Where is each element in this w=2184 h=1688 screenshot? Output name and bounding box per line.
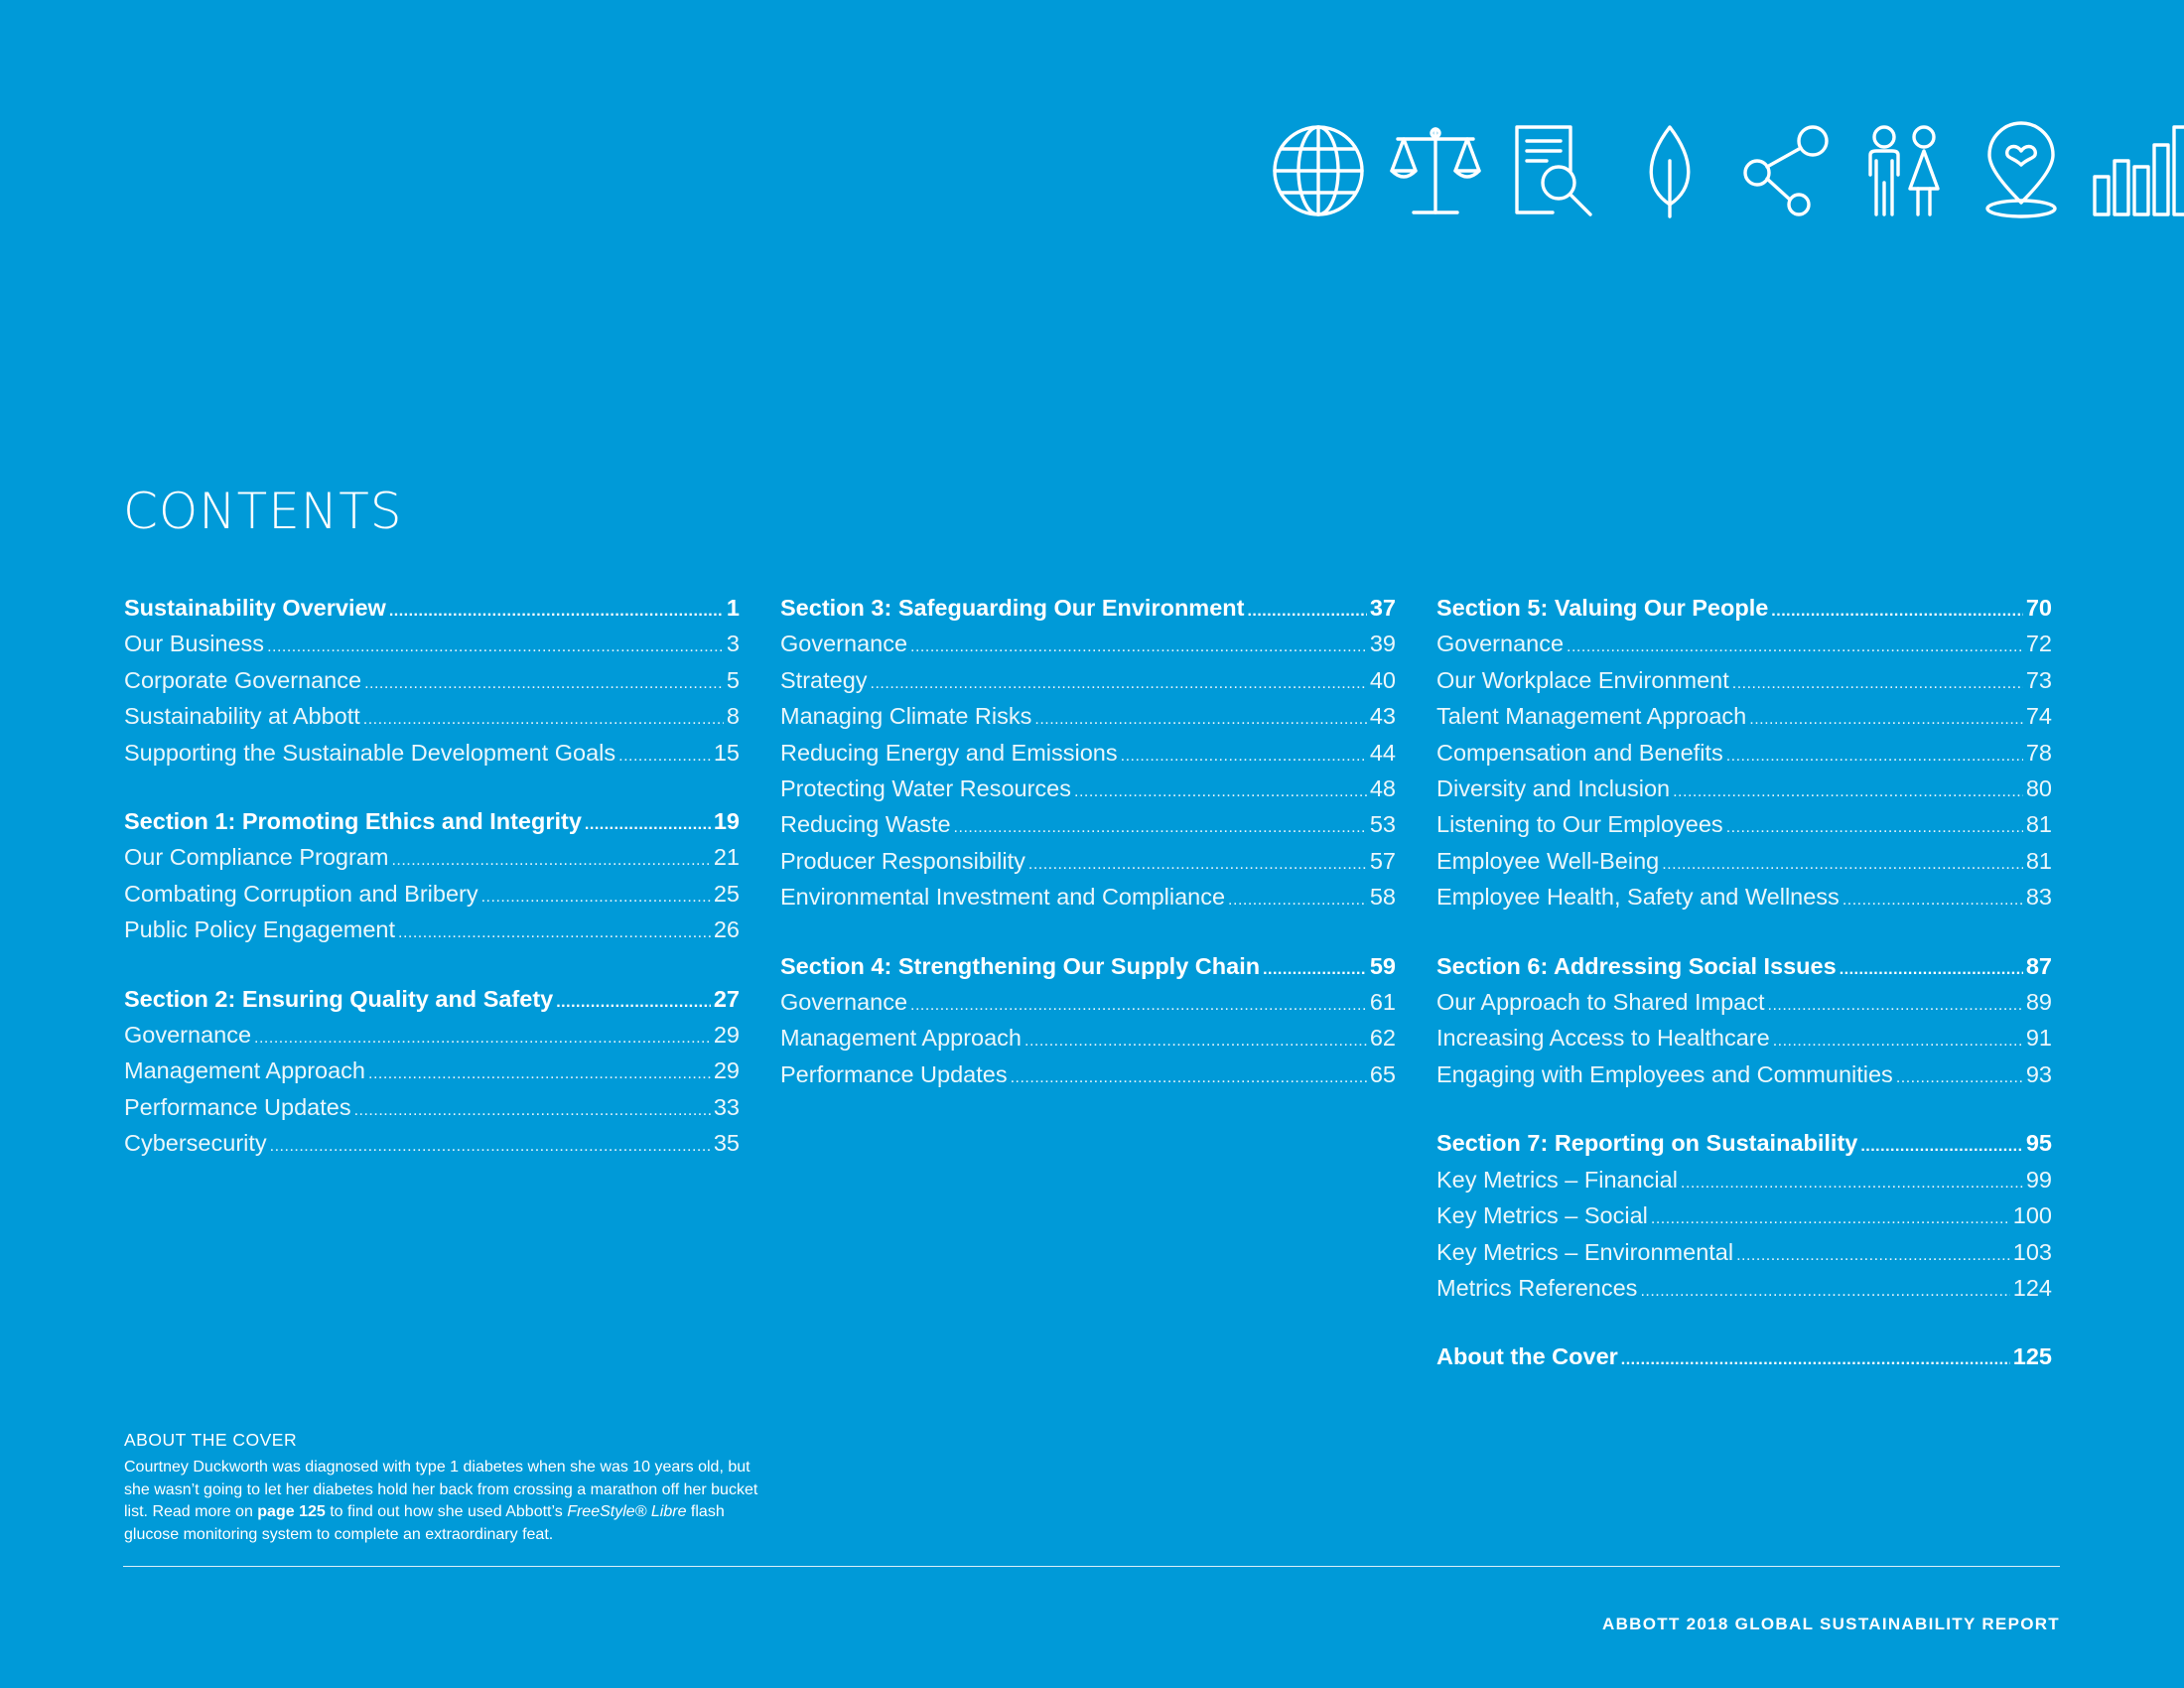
people-icon: [1854, 121, 1954, 220]
document-search-icon: [1503, 121, 1602, 220]
toc-entry[interactable]: [780, 664, 1396, 700]
leader-dots: [368, 1057, 711, 1090]
share-icon: [1737, 121, 1837, 220]
leader-dots: [398, 916, 711, 949]
toc-entry-title: Section 5: Valuing Our People: [1436, 595, 1769, 621]
toc-entry-title: Compensation and Benefits: [1436, 739, 1723, 766]
toc-entry[interactable]: [1436, 1236, 2052, 1272]
leader-dots: [618, 740, 711, 773]
toc-column-1: [124, 592, 740, 1196]
leader-dots: [1673, 775, 2023, 808]
leader-dots: [1736, 1239, 2010, 1272]
leader-dots: [363, 703, 724, 736]
toc-entry[interactable]: [124, 914, 740, 949]
toc-entry[interactable]: [124, 1019, 740, 1055]
leader-dots: [1773, 1025, 2023, 1057]
toc-entry-title: Section 3: Safeguarding Our Environment: [780, 595, 1245, 621]
toc-entry-page: 80: [2025, 775, 2052, 802]
toc-section: [1436, 1340, 2052, 1376]
toc-entry-title: Sustainability at Abbott: [124, 703, 360, 730]
toc-entry-page: 5: [726, 666, 740, 693]
toc-entry[interactable]: [124, 841, 740, 877]
leader-dots: [1228, 884, 1367, 916]
toc-entry-title: Section 2: Ensuring Quality and Safety: [124, 985, 554, 1012]
toc-entry-page: 89: [2025, 989, 2052, 1016]
toc-entry[interactable]: [1436, 808, 2052, 844]
toc-entry[interactable]: [124, 1055, 740, 1090]
toc-entry-title: Our Compliance Program: [124, 844, 389, 871]
toc-entry-title: Metrics References: [1436, 1274, 1638, 1301]
toc-entry-title: Diversity and Inclusion: [1436, 775, 1671, 802]
toc-section-heading[interactable]: [780, 950, 1396, 986]
toc-section-heading[interactable]: [124, 592, 740, 628]
toc-entry[interactable]: [124, 664, 740, 700]
leader-dots: [954, 811, 1367, 844]
toc-entry-page: 65: [1369, 1060, 1396, 1087]
toc-entry-page: 124: [2012, 1274, 2052, 1301]
toc-entry-title: Employee Health, Safety and Wellness: [1436, 884, 1840, 911]
toc-entry-title: Our Workplace Environment: [1436, 666, 1729, 693]
toc-entry-page: 29: [713, 1057, 740, 1084]
toc-entry-title: Section 6: Addressing Social Issues: [1436, 952, 1837, 979]
leader-dots: [1651, 1202, 2010, 1235]
leader-dots: [556, 986, 711, 1019]
toc-entry[interactable]: [124, 700, 740, 736]
toc-entry-title: Performance Updates: [124, 1093, 351, 1120]
leader-dots: [1263, 953, 1367, 986]
toc-entry-title: About the Cover: [1436, 1343, 1618, 1370]
leader-dots: [1011, 1061, 1367, 1094]
toc-column-2: [780, 592, 1396, 1127]
toc-entry[interactable]: [124, 1127, 740, 1163]
toc-entry-page: 3: [726, 631, 740, 657]
leader-dots: [1567, 631, 2023, 663]
toc-column-3: [1436, 592, 2052, 1410]
toc-entry-page: 91: [2025, 1025, 2052, 1052]
footer-divider: [123, 1566, 2060, 1567]
location-heart-icon: [1972, 121, 2071, 220]
toc-entry-page: 61: [1369, 989, 1396, 1016]
leader-dots: [1028, 848, 1367, 881]
toc-entry[interactable]: [1436, 881, 2052, 916]
toc-entry-page: 21: [713, 844, 740, 871]
toc-entry[interactable]: [124, 878, 740, 914]
toc-entry-page: 39: [1369, 631, 1396, 657]
toc-entry[interactable]: [780, 881, 1396, 916]
toc-entry[interactable]: [780, 808, 1396, 844]
toc-entry-title: Listening to Our Employees: [1436, 811, 1723, 838]
toc-section: [124, 983, 740, 1164]
toc-entry-title: Protecting Water Resources: [780, 775, 1071, 802]
about-the-cover: [124, 1430, 759, 1546]
toc-entry-title: Governance: [1436, 631, 1565, 657]
toc-entry-page: 19: [713, 808, 740, 835]
leader-dots: [254, 1022, 711, 1055]
leader-dots: [910, 631, 1367, 663]
toc-section: [1436, 1127, 2052, 1308]
leader-dots: [1726, 811, 2023, 844]
toc-entry-title: Engaging with Employees and Communities: [1436, 1060, 1893, 1087]
toc-entry-title: Reducing Energy and Emissions: [780, 739, 1118, 766]
toc-entry[interactable]: [780, 628, 1396, 663]
toc-entry-page: 53: [1369, 811, 1396, 838]
leader-dots: [1768, 989, 2023, 1022]
toc-section-heading[interactable]: [780, 592, 1396, 628]
toc-entry[interactable]: [1436, 1022, 2052, 1057]
toc-entry-page: 43: [1369, 703, 1396, 730]
toc-entry-page: 78: [2025, 739, 2052, 766]
leader-dots: [389, 595, 724, 628]
toc-entry[interactable]: [780, 700, 1396, 736]
toc-entry-page: 87: [2025, 952, 2052, 979]
toc-entry-page: 72: [2025, 631, 2052, 657]
toc-entry-title: Environmental Investment and Compliance: [780, 884, 1226, 911]
toc-entry-page: 81: [2025, 847, 2052, 874]
toc-entry[interactable]: [780, 737, 1396, 773]
toc-entry-title: Sustainability Overview: [124, 595, 386, 621]
toc-entry[interactable]: [1436, 737, 2052, 773]
toc-entry-title: Employee Well-Being: [1436, 847, 1660, 874]
toc-entry-page: 62: [1369, 1025, 1396, 1052]
leader-dots: [1074, 775, 1367, 808]
toc-entry-title: Our Approach to Shared Impact: [1436, 989, 1765, 1016]
toc-entry[interactable]: [1436, 628, 2052, 663]
leader-dots: [1121, 740, 1367, 773]
toc-entry-title: Management Approach: [124, 1057, 365, 1084]
toc-entry-page: 59: [1369, 952, 1396, 979]
leader-dots: [270, 1130, 711, 1163]
toc-entry-page: 29: [713, 1022, 740, 1049]
toc-entry-page: 103: [2012, 1238, 2052, 1265]
leader-dots: [1843, 884, 2023, 916]
about-cover-text-2: to find out how she used Abbott’s: [325, 1503, 568, 1520]
toc-entry-title: Combating Corruption and Bribery: [124, 880, 478, 907]
toc-entry-page: 27: [713, 985, 740, 1012]
toc-section-heading[interactable]: [124, 805, 740, 841]
toc-entry-title: Section 4: Strengthening Our Supply Chain: [780, 952, 1261, 979]
toc-section: [1436, 950, 2052, 1095]
footer-report-title: ABBOTT 2018 GLOBAL SUSTAINABILITY REPORT: [1602, 1615, 2060, 1633]
toc-entry-page: 93: [2025, 1060, 2052, 1087]
toc-entry-page: 33: [713, 1093, 740, 1120]
toc-entry[interactable]: [780, 1022, 1396, 1057]
leader-dots: [585, 808, 711, 841]
toc-entry-title: Talent Management Approach: [1436, 703, 1747, 730]
leader-dots: [1034, 703, 1366, 736]
leader-dots: [1247, 595, 1366, 628]
toc-section-heading[interactable]: [1436, 1340, 2052, 1376]
leader-dots: [1621, 1343, 2010, 1376]
leader-dots: [1860, 1130, 2023, 1163]
globe-icon: [1269, 121, 1368, 220]
about-cover-text-3: flash glucose monitoring system to complete an extraordinary feat.: [124, 1503, 725, 1543]
toc-section-heading[interactable]: [1436, 592, 2052, 628]
toc-entry[interactable]: [1436, 1199, 2052, 1235]
toc-section: [124, 592, 740, 773]
toc-entry-page: 57: [1369, 847, 1396, 874]
leader-dots: [910, 989, 1367, 1022]
toc-section: [124, 805, 740, 950]
toc-section: [780, 950, 1396, 1095]
toc-entry[interactable]: [1436, 986, 2052, 1022]
leader-dots: [1896, 1061, 2023, 1094]
about-cover-heading: ABOUT THE COVER: [124, 1430, 298, 1450]
toc-entry-title: Producer Responsibility: [780, 847, 1025, 874]
toc-entry-page: 100: [2012, 1202, 2052, 1229]
about-cover-page-link[interactable]: page 125: [257, 1503, 326, 1520]
leader-dots: [354, 1094, 711, 1127]
toc-entry[interactable]: [780, 1058, 1396, 1094]
leader-dots: [1662, 848, 2023, 881]
toc-entry-page: 26: [713, 916, 740, 943]
toc-entry-page: 125: [2012, 1343, 2052, 1370]
toc-entry-title: Supporting the Sustainable Development Goals: [124, 739, 616, 766]
toc-entry[interactable]: [1436, 1058, 2052, 1094]
toc-entry[interactable]: [1436, 1164, 2052, 1199]
toc-entry[interactable]: [1436, 845, 2052, 881]
leader-dots: [1771, 595, 2023, 628]
leaf-icon: [1620, 121, 1719, 220]
toc-entry[interactable]: [1436, 773, 2052, 808]
toc-entry-title: Public Policy Engagement: [124, 916, 396, 943]
toc-entry[interactable]: [124, 1091, 740, 1127]
toc-entry-title: Cybersecurity: [124, 1130, 267, 1157]
leader-dots: [1681, 1167, 2023, 1199]
toc-entry-page: 40: [1369, 666, 1396, 693]
toc-entry-page: 74: [2025, 703, 2052, 730]
leader-dots: [1840, 953, 2023, 986]
toc-entry-title: Reducing Waste: [780, 811, 951, 838]
toc-entry[interactable]: [780, 773, 1396, 808]
toc-section-heading[interactable]: [124, 983, 740, 1019]
toc-entry-title: Our Business: [124, 631, 265, 657]
leader-dots: [1726, 740, 2023, 773]
toc-entry-page: 15: [713, 739, 740, 766]
toc-entry-page: 25: [713, 880, 740, 907]
toc-section: [1436, 592, 2052, 917]
toc-entry[interactable]: [1436, 1272, 2052, 1308]
toc-entry[interactable]: [780, 845, 1396, 881]
leader-dots: [481, 881, 711, 914]
leader-dots: [1732, 667, 2023, 700]
toc-entry-title: Management Approach: [780, 1025, 1022, 1052]
toc-entry-title: Key Metrics – Financial: [1436, 1166, 1678, 1193]
icon-strip: [1269, 121, 2184, 220]
toc-entry[interactable]: [124, 737, 740, 773]
toc-entry-title: Key Metrics – Social: [1436, 1202, 1648, 1229]
toc-section-heading[interactable]: [1436, 950, 2052, 986]
toc-entry[interactable]: [780, 986, 1396, 1022]
toc-entry-page: 81: [2025, 811, 2052, 838]
toc-entry-page: 8: [726, 703, 740, 730]
toc-entry-page: 37: [1369, 595, 1396, 621]
toc-entry-title: Performance Updates: [780, 1060, 1008, 1087]
contents-title: CONTENTS: [123, 483, 403, 540]
toc-entry-page: 83: [2025, 884, 2052, 911]
toc-entry-page: 35: [713, 1130, 740, 1157]
about-cover-text: [124, 1457, 759, 1546]
toc-entry[interactable]: [1436, 664, 2052, 700]
toc-entry-title: Governance: [124, 1022, 252, 1049]
toc-entry-title: Section 1: Promoting Ethics and Integrity: [124, 808, 582, 835]
toc-entry-page: 73: [2025, 666, 2052, 693]
toc-entry[interactable]: [1436, 700, 2052, 736]
toc-entry-page: 99: [2025, 1166, 2052, 1193]
leader-dots: [267, 631, 724, 663]
toc-entry-title: Increasing Access to Healthcare: [1436, 1025, 1770, 1052]
bar-chart-icon: [2089, 121, 2184, 220]
about-cover-text-1: Courtney Duckworth was diagnosed with type 1 diabetes when she was 10 years old, but she wasn’t going to let her diabetes hold her back from crossing a marathon off her bucket list. Read more on: [124, 1459, 758, 1520]
toc-entry-page: 70: [2025, 595, 2052, 621]
toc-section-heading[interactable]: [1436, 1127, 2052, 1163]
toc-entry-page: 44: [1369, 739, 1396, 766]
toc-entry-title: Managing Climate Risks: [780, 703, 1032, 730]
toc-entry-page: 48: [1369, 775, 1396, 802]
toc-section: [780, 592, 1396, 917]
toc-entry-page: 95: [2025, 1130, 2052, 1157]
toc-entry-title: Key Metrics – Environmental: [1436, 1238, 1734, 1265]
leader-dots: [364, 667, 724, 700]
scales-icon: [1386, 121, 1485, 220]
leader-dots: [391, 844, 710, 877]
toc-entry[interactable]: [124, 628, 740, 663]
toc-entry-title: Governance: [780, 631, 908, 657]
toc-entry-title: Strategy: [780, 666, 868, 693]
leader-dots: [1640, 1275, 2009, 1308]
toc-entry-title: Governance: [780, 989, 908, 1016]
about-cover-product: FreeStyle® Libre: [567, 1503, 687, 1520]
toc-entry-title: Corporate Governance: [124, 666, 362, 693]
toc-entry-page: 1: [726, 595, 740, 621]
toc-entry-page: 58: [1369, 884, 1396, 911]
leader-dots: [871, 667, 1367, 700]
leader-dots: [1024, 1025, 1367, 1057]
toc-entry-title: Section 7: Reporting on Sustainability: [1436, 1130, 1858, 1157]
leader-dots: [1749, 703, 2023, 736]
